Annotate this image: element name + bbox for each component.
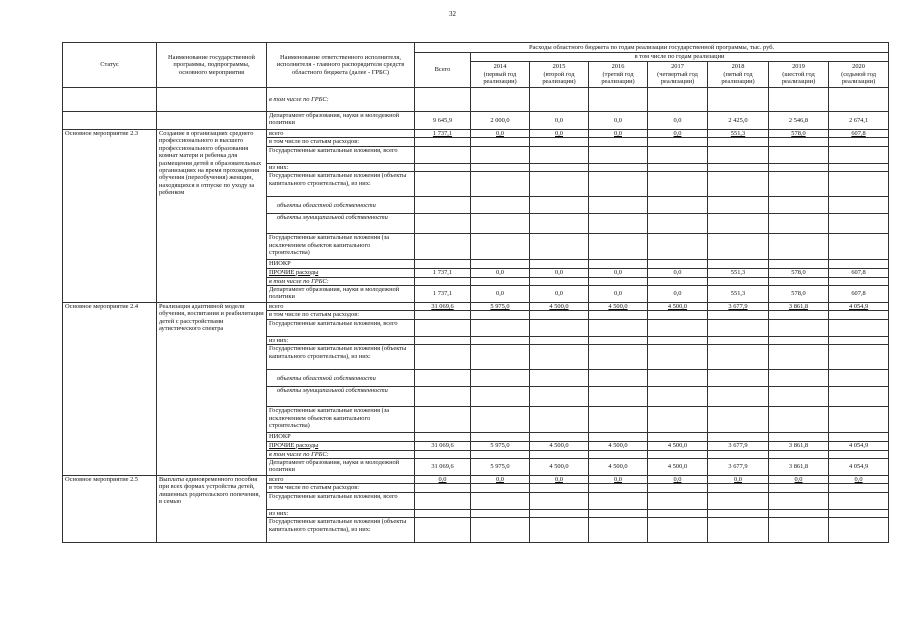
label-regional: объекты областной собственности [267,197,415,214]
value-cell: 3 861,8 [769,459,829,476]
label-gov-cap: Государственные капитальные вложения, всего [267,319,415,336]
label-dept: Департамент образования, науки и молодежной политики [267,286,415,303]
label-incl-grbs: в том числе по ГРБС: [267,277,415,285]
value-cell: 4 500,0 [589,459,648,476]
value-cell: 3 861,8 [769,303,829,311]
header-year-2015: 2015 (второй год реализации) [530,62,589,88]
label-incl-grbs: в том числе по ГРБС: [267,450,415,458]
label-regional: объекты областной собственности [267,370,415,387]
value-cell: 5 975,0 [471,441,530,450]
label-incl-items: в том числе по статьям расходов: [267,138,415,146]
value-cell: 0,0 [415,476,471,484]
value-cell: 4 500,0 [589,303,648,311]
value-cell: 0,0 [589,268,648,277]
value-cell: 4 054,9 [829,303,889,311]
value-cell: 4 500,0 [648,303,708,311]
label-total: всего [267,303,415,311]
measure-name: Выплаты единовременного пособия при всех формах устройства детей, лишенных родительского попечения, в семью [157,476,267,543]
label-gov-cap-obj: Государственные капитальные вложения (объекты капитального строительства), из них: [267,172,415,197]
value-cell: 0,0 [648,130,708,138]
value-cell: 4 500,0 [530,459,589,476]
value-cell: 0,0 [530,130,589,138]
value-cell: 0,0 [648,286,708,303]
value-cell: 551,3 [708,130,769,138]
value-cell: 4 500,0 [530,303,589,311]
value-cell: 3 861,8 [769,441,829,450]
value-cell: 0,0 [648,476,708,484]
measure-status: Основное мероприятие 2.4 [63,303,157,476]
label-of-which: из них: [267,163,415,171]
value-cell: 9 645,9 [415,112,471,130]
value-cell: 0,0 [589,130,648,138]
value-cell: 4 500,0 [648,441,708,450]
label-of-which: из них: [267,509,415,517]
value-cell: 0,0 [530,268,589,277]
header-year-2014: 2014 (первый год реализации) [471,62,530,88]
value-cell: 0,0 [471,268,530,277]
page-number: 32 [449,10,456,18]
value-cell: 4 500,0 [530,441,589,450]
label-total: всего [267,476,415,484]
value-cell: 607,8 [829,286,889,303]
value-cell: 4 500,0 [648,459,708,476]
value-cell: 0,0 [829,476,889,484]
measure-status: Основное мероприятие 2.5 [63,476,157,543]
header-year-2016: 2016 (третий год реализации) [589,62,648,88]
value-cell: 3 677,9 [708,459,769,476]
label-gov-cap-obj: Государственные капитальные вложения (объекты капитального строительства), из них: [267,518,415,543]
measure-status: Основное мероприятие 2.3 [63,130,157,303]
value-cell: 4 054,9 [829,459,889,476]
value-cell: 578,0 [769,130,829,138]
label-total: всего [267,130,415,138]
value-cell: 0,0 [589,286,648,303]
value-cell: 2 546,8 [769,112,829,130]
value-cell: 578,0 [769,268,829,277]
value-cell: 31 069,6 [415,459,471,476]
header-expenses: Расходы областного бюджета по годам реализации государственной программы, тыс. руб. [415,43,889,53]
value-cell: 1 737,1 [415,130,471,138]
value-cell: 1 737,1 [415,286,471,303]
header-year-2019: 2019 (шестой год реализации) [769,62,829,88]
header-year-2018: 2018 (пятый год реализации) [708,62,769,88]
status-cell [63,88,157,112]
name-cell [157,88,267,112]
value-cell: 607,8 [829,130,889,138]
label-gov-cap-excl: Государственные капитальные вложения (за исключением объектов капитального строительства) [267,234,415,260]
header-program-name: Наименование государственной программы, подпрограммы, основного мероприятия [157,43,267,88]
measure-name: Реализация адаптивной модели обучения, воспитания и реабилитации детей с расстройствами аутистического спектра [157,303,267,476]
value-cell: 31 069,6 [415,303,471,311]
label-niokr: НИОКР [267,260,415,268]
value-cell: 1 737,1 [415,268,471,277]
header-by-years: в том числе по годам реализации [471,53,889,62]
value-cell: 2 000,0 [471,112,530,130]
value-cell: 551,3 [708,286,769,303]
value-cell: 551,3 [708,268,769,277]
value-cell: 5 975,0 [471,459,530,476]
label-dept: Департамент образования, науки и молодежной политики [267,459,415,476]
value-cell: 0,0 [589,112,648,130]
value-cell: 0,0 [708,476,769,484]
value-cell: 2 425,0 [708,112,769,130]
label-gov-cap: Государственные капитальные вложения, всего [267,492,415,509]
value-cell: 31 069,6 [415,441,471,450]
header-year-2017: 2017 (четвертый год реализации) [648,62,708,88]
budget-table [62,42,889,543]
value-cell: 0,0 [648,112,708,130]
value-cell: 0,0 [530,112,589,130]
label-other: ПРОЧИЕ расходы [267,268,415,277]
measure-name: Создание в организациях среднего профессионального и высшего профессионального образования комнат матери и ребенка для размещения детей в образовательных организациях на время прохождения обучения (переобучения) женщин, находящихся в отпуске по уходу за ребенком [157,130,267,303]
label-incl-grbs: в том числе по ГРБС: [267,88,415,112]
label-niokr: НИОКР [267,433,415,441]
value-cell: 0,0 [648,268,708,277]
value-cell: 0,0 [769,476,829,484]
value-cell: 0,0 [589,476,648,484]
header-year-2020: 2020 (седьмой год реализации) [829,62,889,88]
header-total: Всего [415,53,471,88]
label-municipal: объекты муниципальной собственности [267,387,415,407]
value-cell: 2 674,1 [829,112,889,130]
label-gov-cap-obj: Государственные капитальные вложения (объекты капитального строительства), из них: [267,345,415,370]
label-dept: Департамент образования, науки и молодежной политики [267,112,415,130]
header-executor: Наименование ответственного исполнителя, исполнителя - главного распорядителя средств областного бюджета (далее - ГРБС) [267,43,415,88]
value-cell: 3 677,9 [708,303,769,311]
value-cell: 5 975,0 [471,303,530,311]
label-incl-items: в том числе по статьям расходов: [267,311,415,319]
label-municipal: объекты муниципальной собственности [267,214,415,234]
value-cell: 3 677,9 [708,441,769,450]
value-cell: 4 054,9 [829,441,889,450]
value-cell: 0,0 [530,286,589,303]
header-status: Статус [63,43,157,88]
value-cell: 0,0 [471,286,530,303]
value-cell: 578,0 [769,286,829,303]
value-cell: 0,0 [530,476,589,484]
label-incl-items: в том числе по статьям расходов: [267,484,415,492]
value-cell: 0,0 [471,130,530,138]
label-gov-cap-excl: Государственные капитальные вложения (за исключением объектов капитального строительства) [267,407,415,433]
label-gov-cap: Государственные капитальные вложения, всего [267,146,415,163]
value-cell: 607,8 [829,268,889,277]
value-cell: 4 500,0 [589,441,648,450]
label-other: ПРОЧИЕ расходы [267,441,415,450]
value-cell: 0,0 [471,476,530,484]
label-of-which: из них: [267,336,415,344]
